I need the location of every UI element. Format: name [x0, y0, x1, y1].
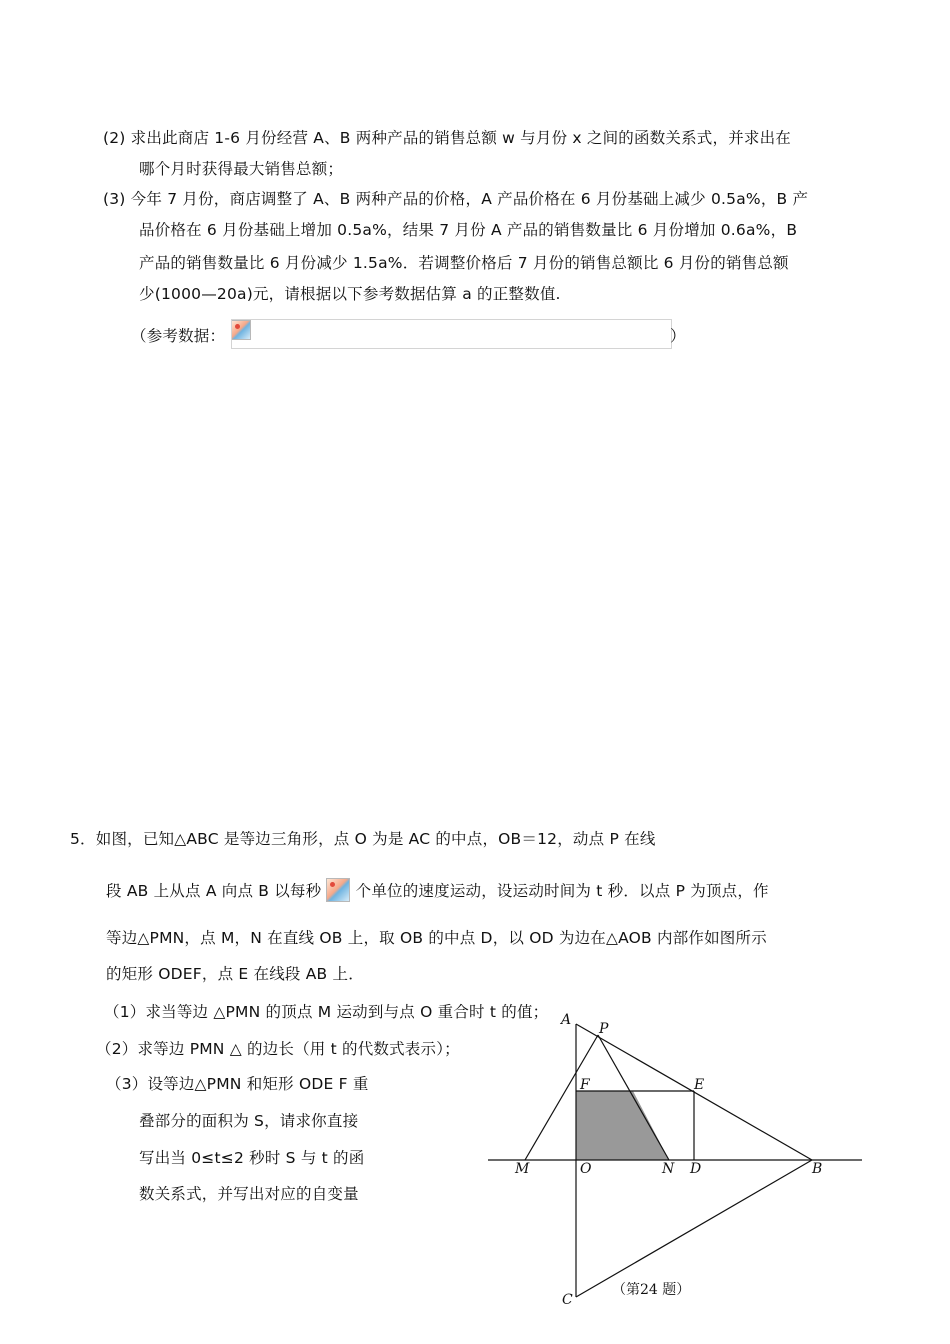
- p5-q3-line-2: 叠部分的面积为 S，请求你直接: [139, 1112, 359, 1130]
- label-n: N: [662, 1161, 675, 1177]
- q3-line-2: 品价格在 6 月份基础上增加 0.5a%，结果 7 月份 A 产品的销售数量比 6 月份增加 0.6a%，B: [139, 221, 798, 239]
- label-m: M: [515, 1161, 530, 1177]
- reference-data-close: ）: [670, 327, 686, 345]
- label-b: B: [812, 1161, 823, 1177]
- p5-line-4: 的矩形 ODEF，点 E 在线段 AB 上．: [106, 965, 364, 983]
- p5-q3-line-1: （3）设等边△PMN 和矩形 ODE F 重: [106, 1075, 369, 1093]
- p5-q3-line-4: 数关系式，并写出对应的自变量: [139, 1185, 359, 1203]
- label-a: A: [561, 1012, 572, 1028]
- p5-q3-line-3: 写出当 0≤t≤2 秒时 S 与 t 的函: [139, 1149, 365, 1167]
- p5-q2: （2）求等边 PMN △ 的边长（用 t 的代数式表示）；: [96, 1040, 460, 1058]
- label-c: C: [562, 1292, 573, 1308]
- p5-line-2a: 段 AB 上从点 A 向点 B 以每秒: [106, 882, 322, 900]
- label-f: F: [580, 1077, 590, 1093]
- q3-line-3: 产品的销售数量比 6 月份减少 1.5a%．若调整价格后 7 月份的销售总额比 6 月份的销售总额: [139, 254, 789, 272]
- q3-line-1: (3) 今年 7 月份，商店调整了 A、B 两种产品的价格，A 产品价格在 6 月份基础上减少 0.5a%，B 产: [103, 190, 809, 208]
- p5-line-1: 5．如图，已知△ABC 是等边三角形，点 O 为是 AC 的中点，OB＝12，动点 P 在线: [70, 830, 656, 848]
- p5-line-2b: 个单位的速度运动，设运动时间为 t 秒．以点 P 为顶点，作: [355, 882, 769, 900]
- q2-line-1: (2) 求出此商店 1-6 月份经营 A、B 两种产品的销售总额 w 与月份 x 之间的函数关系式，并求出在: [103, 129, 792, 147]
- label-p: P: [599, 1021, 609, 1037]
- reference-data-label: （参考数据：: [131, 327, 226, 345]
- p5-line-3: 等边△PMN，点 M，N 在直线 OB 上，取 OB 的中点 D，以 OD 为边在△AOB 内部作如图所示: [106, 929, 767, 947]
- q2-line-2: 哪个月时获得最大销售总额；: [139, 160, 344, 178]
- label-o: O: [580, 1161, 592, 1177]
- q3-line-4: 少(1000—20a)元，请根据以下参考数据估算 a 的正整数值.: [139, 285, 561, 303]
- label-e: E: [694, 1077, 705, 1093]
- p5-q1: （1）求当等边 △PMN 的顶点 M 运动到与点 O 重合时 t 的值；: [104, 1003, 549, 1021]
- overlap-region: [576, 1091, 669, 1160]
- segment-cb: [576, 1160, 812, 1297]
- figure-caption: （第24 题）: [612, 1282, 691, 1298]
- label-d: D: [690, 1161, 702, 1177]
